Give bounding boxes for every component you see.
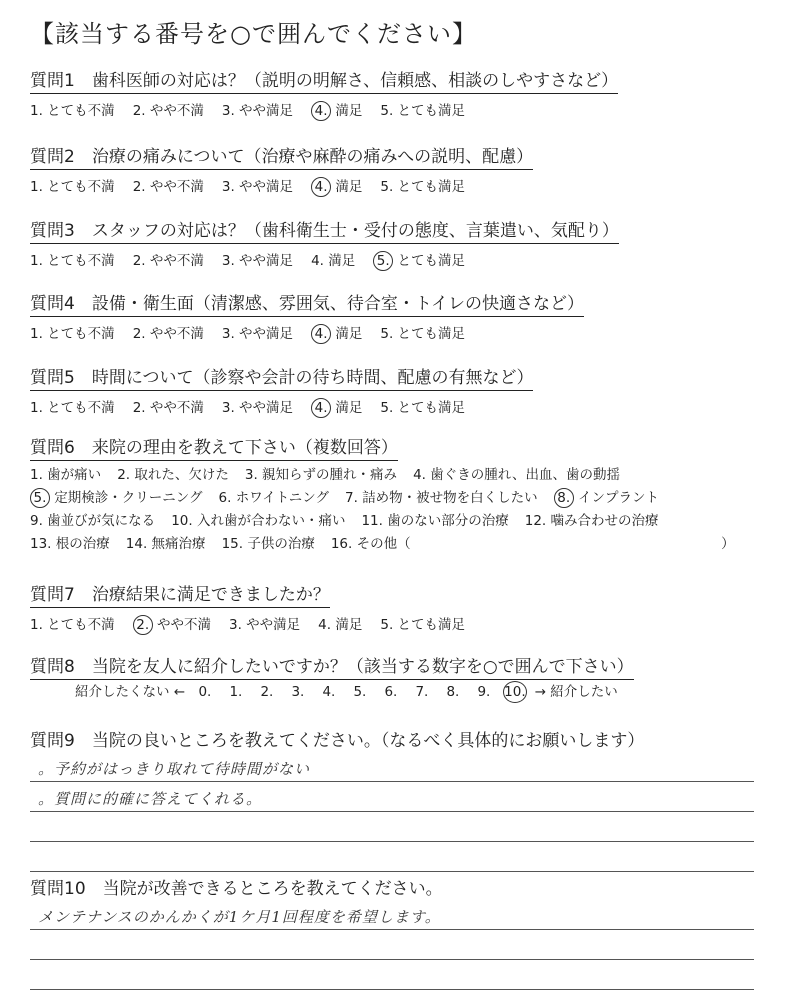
question-6 [30, 433, 751, 556]
answer-option[interactable] [345, 487, 538, 510]
question-9-title: 質問9 当院の良いところを教えてください。（なるべく具体的にお願いします） [30, 731, 645, 751]
option-number: 3. [228, 617, 242, 633]
option-number: 6. [218, 490, 232, 506]
answer-option[interactable] [380, 613, 465, 633]
option-label: 子供の治療 [243, 536, 315, 552]
option-label: とても不満 [42, 617, 115, 633]
option-number: 11. [361, 513, 383, 529]
option-number: 1. [30, 253, 43, 269]
answer-option[interactable] [245, 464, 397, 487]
handwritten-answer: 。予約がはっきり取れて待時間がない [38, 760, 311, 778]
option-number: 4. [311, 398, 331, 418]
question-2 [30, 142, 533, 195]
answer-option[interactable] [30, 510, 155, 533]
option-label: 満足 [331, 179, 363, 195]
answer-option[interactable] [525, 510, 659, 533]
option-label: やや満足 [234, 103, 294, 119]
question-2-title: 質問2 治療の痛みについて（治療や麻酔の痛みへの説明、配慮） [30, 142, 533, 170]
question-9 [30, 726, 644, 753]
option-number: 5. [380, 326, 394, 342]
answer-option[interactable] [311, 99, 362, 119]
question-6-options [30, 464, 751, 556]
answer-option[interactable] [222, 175, 293, 195]
answer-option[interactable] [133, 613, 211, 633]
option-label: とても不満 [42, 400, 115, 416]
answer-option[interactable] [413, 464, 620, 487]
question-2-options [30, 175, 533, 195]
option-number: 4. [413, 467, 426, 483]
option-number: 3. [244, 467, 258, 483]
question-7-options [30, 613, 483, 633]
option-label: やや不満 [145, 179, 204, 195]
option-label: 定期検診・クリーニング [50, 490, 203, 506]
option-number: 1. [30, 617, 43, 633]
option-label: 満足 [323, 253, 356, 269]
option-number: 4. [311, 253, 324, 269]
option-number: 12. [524, 513, 547, 529]
option-label: ホワイトニング [231, 490, 329, 506]
option-number: 2. [132, 326, 146, 342]
option-label: とても不満 [42, 179, 115, 195]
answer-option[interactable] [30, 322, 115, 342]
answer-option[interactable] [380, 396, 465, 416]
answer-option[interactable] [311, 249, 355, 269]
scale-option[interactable] [189, 684, 220, 700]
option-label: 親知らずの腫れ・痛み [257, 467, 398, 483]
option-row [30, 487, 751, 510]
option-number: 2. [133, 615, 153, 635]
option-label: 入れ歯が合わない・痛い [192, 513, 346, 529]
option-number: 8. [554, 488, 574, 508]
scale-option[interactable] [313, 684, 344, 700]
option-label: やや満足 [234, 253, 294, 269]
answer-line [30, 842, 754, 872]
scale-number: 2. [260, 684, 274, 700]
question-1-options [30, 99, 618, 119]
option-label: 歯のない部分の治療 [382, 513, 509, 529]
option-number: 16. [330, 536, 353, 552]
option-number: 2. [132, 179, 146, 195]
option-number: 5. [380, 617, 394, 633]
option-label: やや不満 [145, 253, 204, 269]
option-number: 1. [30, 103, 43, 119]
answer-option[interactable] [30, 464, 101, 487]
answer-option[interactable] [30, 487, 203, 510]
option-label: やや満足 [234, 179, 294, 195]
answer-option[interactable] [554, 487, 659, 510]
question-1-title: 質問1 歯科医師の対応は？（説明の明解さ、信頼感、相談のしやすさなど） [30, 66, 618, 94]
option-number: 3. [221, 253, 235, 269]
option-label: とても満足 [393, 400, 466, 416]
question-4-options [30, 322, 584, 342]
question-6-title: 質問6 来院の理由を教えて下さい（複数回答） [30, 433, 398, 461]
answer-option[interactable] [133, 396, 204, 416]
answer-option[interactable] [133, 175, 204, 195]
question-3-title: 質問3 スタッフの対応は？（歯科衛生士・受付の態度、言葉遣い、気配り） [30, 216, 619, 244]
answer-option[interactable] [380, 322, 465, 342]
option-label: 根の治療 [51, 536, 110, 552]
option-label: 取れた、欠けた [130, 467, 229, 483]
option-label: 詰め物・被せ物を白くしたい [357, 490, 538, 506]
scale-option[interactable] [375, 684, 406, 700]
option-label: その他（ ） [352, 536, 735, 552]
option-label: インプラント [573, 490, 659, 506]
question-4-title: 質問4 設備・衛生面（清潔感、雰囲気、待合室・トイレの快適さなど） [30, 289, 584, 317]
answer-option[interactable] [133, 249, 204, 269]
answer-option[interactable] [171, 510, 345, 533]
scale-option[interactable] [282, 684, 313, 700]
option-number: 4. [318, 617, 332, 633]
answer-option[interactable] [222, 322, 293, 342]
answer-option[interactable] [222, 249, 293, 269]
answer-option[interactable] [311, 322, 362, 342]
option-number: 14. [125, 536, 148, 552]
answer-option[interactable] [126, 533, 206, 556]
option-label: やや不満 [152, 617, 211, 633]
scale-option[interactable] [251, 684, 282, 700]
scale-number: 7. [415, 684, 429, 700]
answer-option[interactable] [222, 396, 293, 416]
answer-option[interactable] [222, 533, 315, 556]
answer-option[interactable] [222, 99, 293, 119]
answer-line [30, 960, 754, 990]
option-label: やや満足 [234, 326, 294, 342]
answer-option[interactable] [133, 99, 204, 119]
question-8-title: 質問8 当院を友人に紹介したいですか？（該当する数字を○で囲んで下さい） [30, 652, 634, 680]
question-1 [30, 66, 618, 119]
option-number: 1. [30, 326, 43, 342]
option-label: やや不満 [145, 326, 204, 342]
option-label: とても満足 [393, 179, 466, 195]
question-5-title: 質問5 時間について（診察や会計の待ち時間、配慮の有無など） [30, 363, 533, 391]
scale-number: 5. [353, 684, 367, 700]
option-label: 噛み合わせの治療 [546, 513, 659, 529]
option-number: 3. [221, 326, 235, 342]
question-3-options [30, 249, 619, 269]
option-number: 3. [221, 179, 235, 195]
question-8-scale [75, 680, 618, 703]
answer-option[interactable] [30, 613, 115, 633]
handwritten-answer: 。質問に的確に答えてくれる。 [38, 790, 263, 808]
question-9-answer-lines [30, 752, 754, 872]
option-number: 2. [132, 253, 146, 269]
option-label: やや満足 [234, 400, 294, 416]
option-label: とても満足 [393, 326, 466, 342]
answer-line [30, 752, 754, 782]
option-label: とても不満 [42, 103, 115, 119]
answer-option[interactable] [311, 175, 362, 195]
answer-option[interactable] [30, 99, 115, 119]
answer-option[interactable] [318, 613, 362, 633]
answer-option[interactable] [219, 487, 329, 510]
scale-option[interactable] [406, 684, 437, 700]
option-label: やや不満 [145, 400, 204, 416]
answer-option[interactable] [30, 175, 115, 195]
option-label: やや不満 [145, 103, 204, 119]
answer-option[interactable] [229, 613, 300, 633]
option-label: 無痛治療 [147, 536, 206, 552]
scale-right-label: → 紹介したい [534, 684, 618, 700]
question-5 [30, 363, 533, 416]
option-number: 2. [132, 103, 146, 119]
option-label: とても満足 [393, 103, 466, 119]
answer-option[interactable] [331, 533, 735, 556]
option-number: 5. [373, 251, 393, 271]
scale-option[interactable] [437, 684, 468, 700]
scale-number: 10. [503, 681, 527, 703]
option-number: 5. [380, 400, 394, 416]
option-number: 1. [30, 400, 43, 416]
option-label: 歯が痛い [42, 467, 102, 483]
question-4 [30, 289, 584, 342]
option-label: 歯並びが気になる [42, 513, 156, 529]
scale-number: 6. [384, 684, 398, 700]
question-3 [30, 216, 619, 269]
option-number: 1. [30, 179, 43, 195]
option-number: 9. [30, 513, 43, 529]
scale-left-label: 紹介したくない ← [75, 684, 186, 700]
option-number: 3. [221, 400, 235, 416]
option-label: 満足 [331, 103, 363, 119]
option-number: 13. [30, 536, 52, 552]
option-label: 満足 [331, 617, 363, 633]
option-number: 10. [171, 513, 193, 529]
scale-number: 8. [446, 684, 460, 700]
answer-option[interactable] [311, 396, 362, 416]
answer-option[interactable] [380, 175, 465, 195]
scale-number: 1. [229, 684, 243, 700]
option-number: 4. [311, 101, 331, 121]
scale-number: 9. [477, 684, 491, 700]
scale-number: 4. [322, 684, 336, 700]
option-number: 2. [132, 400, 146, 416]
scale-number: 3. [291, 684, 305, 700]
option-number: 5. [380, 103, 394, 119]
page-header: 【該当する番号を○で囲んでください】 [30, 20, 477, 48]
scale-option[interactable] [499, 681, 530, 703]
question-7-title: 質問7 治療結果に満足できましたか？ [30, 580, 330, 608]
option-number: 15. [221, 536, 244, 552]
answer-option[interactable] [30, 533, 110, 556]
option-label: 歯ぐきの腫れ、出血、歯の動揺 [425, 467, 621, 483]
option-number: 5. [30, 488, 50, 508]
option-number: 4. [311, 177, 331, 197]
option-label: とても不満 [42, 253, 115, 269]
option-label: とても満足 [393, 253, 466, 269]
scale-number: 0. [198, 684, 212, 700]
option-number: 2. [117, 467, 131, 483]
option-row [30, 510, 751, 533]
answer-line [30, 930, 754, 960]
option-number: 1. [30, 467, 43, 483]
option-row [30, 533, 751, 556]
answer-line [30, 782, 754, 812]
option-label: やや満足 [241, 617, 301, 633]
option-label: 満足 [331, 400, 363, 416]
scale-option[interactable] [220, 684, 251, 700]
scale-option[interactable] [344, 684, 375, 700]
answer-option[interactable] [361, 510, 508, 533]
answer-line [30, 812, 754, 842]
option-number: 5. [380, 179, 394, 195]
option-row [30, 464, 751, 487]
answer-option[interactable] [30, 249, 115, 269]
scale-option[interactable] [468, 684, 499, 700]
answer-line [30, 900, 754, 930]
scale-values [189, 684, 530, 700]
question-10 [30, 874, 443, 901]
question-8 [30, 652, 634, 680]
handwritten-answer: メンテナンスのかんかくが1ケ月1回程度を希望します。 [38, 908, 441, 926]
option-label: とても満足 [393, 617, 466, 633]
option-label: 満足 [331, 326, 363, 342]
option-number: 4. [311, 324, 331, 344]
answer-option[interactable] [30, 396, 115, 416]
answer-option[interactable] [117, 464, 229, 487]
question-7 [30, 580, 483, 633]
answer-option[interactable] [133, 322, 204, 342]
answer-option[interactable] [380, 99, 465, 119]
question-5-options [30, 396, 533, 416]
option-label: とても不満 [42, 326, 115, 342]
answer-option[interactable] [373, 249, 465, 269]
question-10-answer-lines [30, 900, 754, 990]
option-number: 7. [345, 490, 358, 506]
option-number: 3. [221, 103, 235, 119]
question-10-title: 質問10 当院が改善できるところを教えてください。 [30, 879, 443, 899]
